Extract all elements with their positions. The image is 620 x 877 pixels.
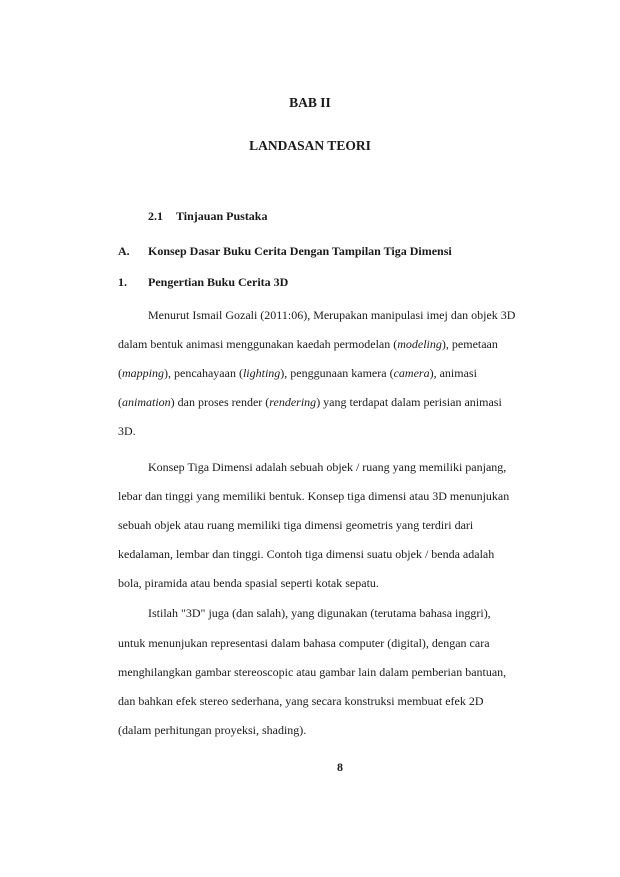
section-number: 2.1: [148, 209, 163, 223]
subsection-1-number: 1.: [118, 275, 127, 289]
subsection-a-number: A.: [118, 244, 130, 258]
paragraph-3-line-3: menghilangkan gambar stereoscopic atau gambar lain dalam pemberian bantuan,: [118, 665, 507, 679]
paragraph-1-line-5: 3D.: [118, 424, 136, 438]
subsection-a-title: Konsep Dasar Buku Cerita Dengan Tampilan Tiga Dimensi: [148, 244, 452, 258]
subsection-1-title: Pengertian Buku Cerita 3D: [148, 275, 289, 289]
paragraph-2-line-5: bola, piramida atau benda spasial seperti kotak sepatu.: [118, 576, 379, 590]
paragraph-2-line-4: kedalaman, lembar dan tinggi. Contoh tiga dimensi suatu objek / benda adalah: [118, 547, 495, 561]
paragraph-1-line-4: (animation) dan proses render (rendering) yang terdapat dalam perisian animasi: [118, 395, 502, 409]
paragraph-3-line-4: dan bahkan efek stereo sederhana, yang secara konstruksi membuat efek 2D: [118, 694, 484, 708]
chapter-heading: BAB II: [289, 95, 331, 110]
paragraph-3-line-1: Istilah "3D" juga (dan salah), yang digunakan (terutama bahasa inggri),: [148, 606, 491, 620]
paragraph-2-line-2: lebar dan tinggi yang memiliki bentuk. Konsep tiga dimensi atau 3D menunjukan: [118, 489, 510, 503]
section-title: Tinjauan Pustaka: [176, 209, 268, 223]
paragraph-3-line-5: (dalam perhitungan proyeksi, shading).: [118, 723, 307, 737]
chapter-title: LANDASAN TEORI: [249, 138, 371, 153]
page-number: 8: [337, 760, 343, 774]
paragraph-2-line-3: sebuah objek atau ruang memiliki tiga dimensi geometris yang terdiri dari: [118, 518, 474, 532]
paragraph-1-line-1: Menurut Ismail Gozali (2011:06), Merupakan manipulasi imej dan objek 3D: [148, 308, 516, 322]
paragraph-1-line-3: (mapping), pencahayaan (lighting), penggunaan kamera (camera), animasi: [118, 366, 477, 380]
paragraph-1-line-2: dalam bentuk animasi menggunakan kaedah permodelan (modeling), pemetaan: [118, 337, 498, 351]
paragraph-2-line-1: Konsep Tiga Dimensi adalah sebuah objek / ruang yang memiliki panjang,: [148, 460, 507, 474]
paragraph-3-line-2: untuk menunjukan representasi dalam bahasa computer (digital), dengan cara: [118, 636, 490, 650]
